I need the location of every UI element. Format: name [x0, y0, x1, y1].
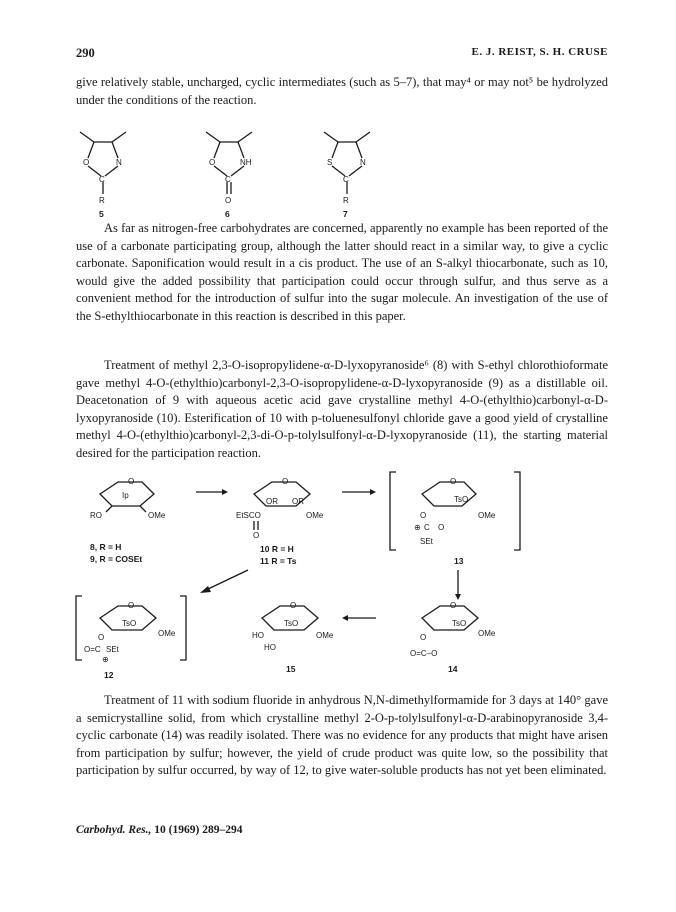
svg-text:⊕: ⊕	[414, 523, 421, 532]
paragraph-carbonate: As far as nitrogen-free carbohydrates are concerned, apparently no example has been reported of the use of a carbonate participating group, although the latter should react in a similar way, to give a cyclic carbonate. Saponification would result in a cis product. The use of an S-alkyl thiocarbonate, such as 10, would give the added possibility that participation could occur through sulfur, and thus serve as a convenient method for the introduction of sulfur into the sugar molecule. An investigation of the use of the S-ethylthiocarbonate in this reaction is described in this paper.	[76, 221, 608, 323]
svg-text:Ip: Ip	[122, 491, 129, 500]
svg-text:O: O	[83, 158, 90, 167]
compound-label-8: 8, R = H	[90, 542, 122, 552]
svg-text:C: C	[424, 523, 430, 532]
footer-journal: Carbohyd. Res.,	[76, 824, 152, 836]
svg-text:C: C	[225, 175, 231, 184]
svg-text:O: O	[128, 601, 135, 610]
running-head-authors: E. J. REIST, S. H. CRUSE	[471, 46, 608, 58]
svg-text:O: O	[225, 196, 232, 205]
structure-12	[76, 596, 186, 680]
svg-text:NH: NH	[240, 158, 252, 167]
svg-text:OR: OR	[292, 497, 304, 506]
compound-number-14: 14	[448, 664, 458, 674]
paragraph-results: Treatment of 11 with sodium fluoride in anhydrous N,N-dimethylformamide for 3 days at 140° gave a semicrystalline solid, from which crystalline methyl 2-O-p-tolylsulfonyl-α-D-arabinopyranoside 3,4-cyclic carbonate (14) was readily isolated. There was no evidence for any products that might have arisen from participation by sulfur; however, the yield of crude product was quite low, so the possibility that participation by sulfur occurred, by way of 12, to give water-soluble products has not yet been eliminated.	[76, 693, 608, 778]
footer-volume-pages: 10 (1969) 289–294	[154, 824, 243, 836]
svg-text:TsO: TsO	[452, 619, 467, 628]
compound-number-15: 15	[286, 664, 296, 674]
compound-number-13: 13	[454, 556, 464, 566]
structure-10-11	[236, 477, 324, 566]
svg-text:TsO: TsO	[284, 619, 299, 628]
svg-text:O: O	[282, 477, 289, 486]
structure-7	[324, 132, 370, 219]
svg-text:O: O	[420, 633, 427, 642]
svg-text:S: S	[327, 158, 333, 167]
footer-citation	[76, 824, 242, 836]
svg-text:N: N	[116, 158, 122, 167]
svg-text:OMe: OMe	[478, 629, 496, 638]
svg-text:O: O	[450, 477, 457, 486]
svg-text:O: O	[438, 523, 445, 532]
svg-text:R: R	[343, 196, 349, 205]
scheme-reaction	[70, 472, 530, 682]
svg-text:OMe: OMe	[478, 511, 496, 520]
svg-text:HO: HO	[264, 643, 276, 652]
svg-text:EtSCO: EtSCO	[236, 511, 261, 520]
svg-text:O: O	[98, 633, 105, 642]
svg-text:OR: OR	[266, 497, 278, 506]
svg-text:O=C: O=C	[84, 645, 101, 654]
svg-text:O: O	[420, 511, 427, 520]
compound-number-7: 7	[343, 209, 348, 219]
svg-text:O: O	[128, 477, 135, 486]
compound-label-10: 10 R = H	[260, 544, 294, 554]
svg-text:OMe: OMe	[158, 629, 176, 638]
svg-text:⊕: ⊕	[102, 655, 109, 664]
svg-text:O=C–O: O=C–O	[410, 649, 438, 658]
svg-text:OMe: OMe	[148, 511, 166, 520]
compound-number-12: 12	[104, 670, 114, 680]
paragraph-synthesis: Treatment of methyl 2,3-O-isopropylidene-α-D-lyxopyranoside⁶ (8) with S-ethyl chlorothioformate gave methyl 4-O-(ethylthio)carbonyl-2,3-O-isopropylidene-α-D-lyxopyranoside (9) as a distillable oil. Deacetonation of 9 with aqueous acetic acid gave crystalline methyl 4-O-(ethylthio)carbonyl-α-D-lyxopyranoside (10). Esterification of 10 with p-toluenesulfonyl chloride gave a good yield of crystalline methyl 4-O-(ethylthio)carbonyl-2,3-di-O-p-tolylsulfonyl-α-D-lyxopyranoside (11), the starting material desired for the participation reaction.	[76, 358, 608, 460]
svg-text:C: C	[343, 175, 349, 184]
compound-label-11: 11 R = Ts	[260, 556, 297, 566]
svg-text:C: C	[99, 175, 105, 184]
page-number: 290	[76, 46, 95, 60]
structure-15	[252, 601, 334, 674]
svg-text:R: R	[99, 196, 105, 205]
structure-6	[206, 132, 252, 219]
running-header	[76, 46, 608, 62]
compound-number-6: 6	[225, 209, 230, 219]
structure-13	[390, 472, 520, 566]
svg-text:N: N	[360, 158, 366, 167]
svg-text:OMe: OMe	[306, 511, 324, 520]
svg-text:OMe: OMe	[316, 631, 334, 640]
svg-text:O: O	[290, 601, 297, 610]
structure-8-9	[90, 477, 166, 564]
svg-text:SEt: SEt	[106, 645, 119, 654]
svg-text:SEt: SEt	[420, 537, 433, 546]
compound-label-9: 9, R = COSEt	[90, 554, 143, 564]
svg-text:O: O	[253, 531, 260, 540]
svg-text:TsO: TsO	[122, 619, 137, 628]
structure-14	[410, 601, 496, 674]
structure-5	[80, 132, 126, 219]
svg-text:HO: HO	[252, 631, 264, 640]
compound-number-5: 5	[99, 209, 104, 219]
svg-text:TsO: TsO	[454, 495, 469, 504]
paragraph-intro: give relatively stable, uncharged, cyclic intermediates (such as 5–7), that may⁴ or may not⁵ be hydrolyzed under the conditions of the reaction.	[76, 75, 608, 107]
svg-text:O: O	[450, 601, 457, 610]
svg-text:RO: RO	[90, 511, 102, 520]
svg-text:O: O	[209, 158, 216, 167]
scheme-cyclic-intermediates	[76, 120, 496, 220]
arrow-11-to-12	[206, 570, 248, 590]
